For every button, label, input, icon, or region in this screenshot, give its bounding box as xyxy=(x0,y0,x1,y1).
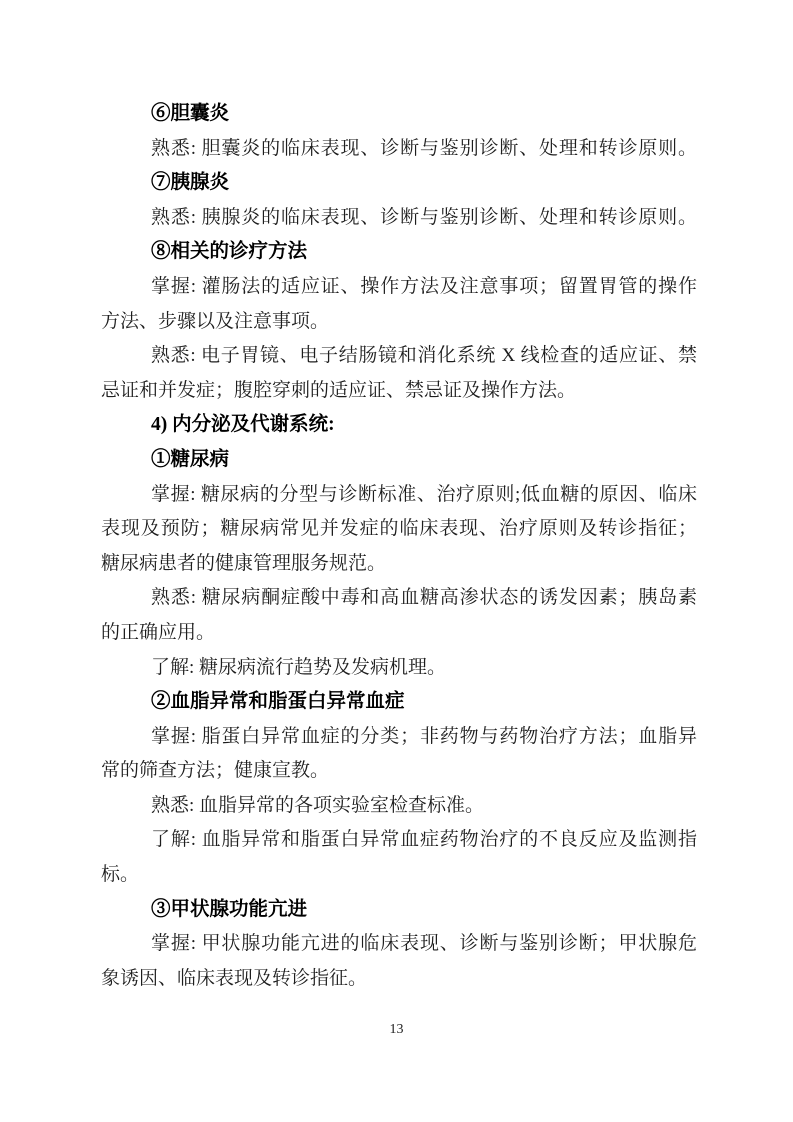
paragraph-line: 熟悉: 糖尿病酮症酸中毒和高血糖高渗状态的诱发因素；胰岛素 xyxy=(151,587,697,609)
section-heading: ①糖尿病 xyxy=(151,448,230,470)
paragraph-line: 象诱因、临床表现及转诊指征。 xyxy=(101,967,368,989)
paragraph-line: 掌握: 灌肠法的适应证、操作方法及注意事项；留置胃管的操作 xyxy=(151,275,697,297)
paragraph-line: 的正确应用。 xyxy=(101,621,216,643)
paragraph-line: 方法、步骤以及注意事项。 xyxy=(101,310,330,332)
paragraph-line: 了解: 糖尿病流行趋势及发病机理。 xyxy=(151,656,447,678)
paragraph-line: 熟悉: 胆囊炎的临床表现、诊断与鉴别诊断、处理和转诊原则。 xyxy=(151,137,697,159)
paragraph-line: 忌证和并发症；腹腔穿刺的适应证、禁忌证及操作方法。 xyxy=(101,379,577,401)
paragraph-line: 了解: 血脂异常和脂蛋白异常血症药物治疗的不良反应及监测指 xyxy=(151,829,697,851)
paragraph-line: 熟悉: 胰腺炎的临床表现、诊断与鉴别诊断、处理和转诊原则。 xyxy=(151,206,697,228)
paragraph-line: 掌握: 糖尿病的分型与诊断标准、治疗原则;低血糖的原因、临床 xyxy=(151,483,697,505)
paragraph-line: 表现及预防；糖尿病常见并发症的临床表现、治疗原则及转诊指征； xyxy=(101,518,697,540)
paragraph-line: 常的筛查方法；健康宣教。 xyxy=(101,760,330,782)
paragraph-line: 糖尿病患者的健康管理服务规范。 xyxy=(101,552,387,574)
section-heading: 4) 内分泌及代谢系统: xyxy=(151,414,335,436)
section-heading: ⑥胆囊炎 xyxy=(151,103,230,124)
paragraph-line: 熟悉: 电子胃镜、电子结肠镜和消化系统 X 线检查的适应证、禁 xyxy=(151,345,697,367)
section-heading: ⑦胰腺炎 xyxy=(151,172,230,194)
section-heading: ⑧相关的诊疗方法 xyxy=(151,241,308,263)
paragraph-line: 标。 xyxy=(101,864,140,886)
paragraph-line: 熟悉: 血脂异常的各项实验室检查标准。 xyxy=(151,794,485,816)
paragraph-line: 掌握: 甲状腺功能亢进的临床表现、诊断与鉴别诊断；甲状腺危 xyxy=(151,933,697,955)
document-content xyxy=(101,97,697,996)
section-heading: ②血脂异常和脂蛋白异常血症 xyxy=(151,691,405,713)
section-heading: ③甲状腺功能亢进 xyxy=(151,898,308,920)
paragraph-line: 掌握: 脂蛋白异常血症的分类；非药物与药物治疗方法；血脂异 xyxy=(151,725,697,747)
page-number: 13 xyxy=(389,1022,404,1037)
